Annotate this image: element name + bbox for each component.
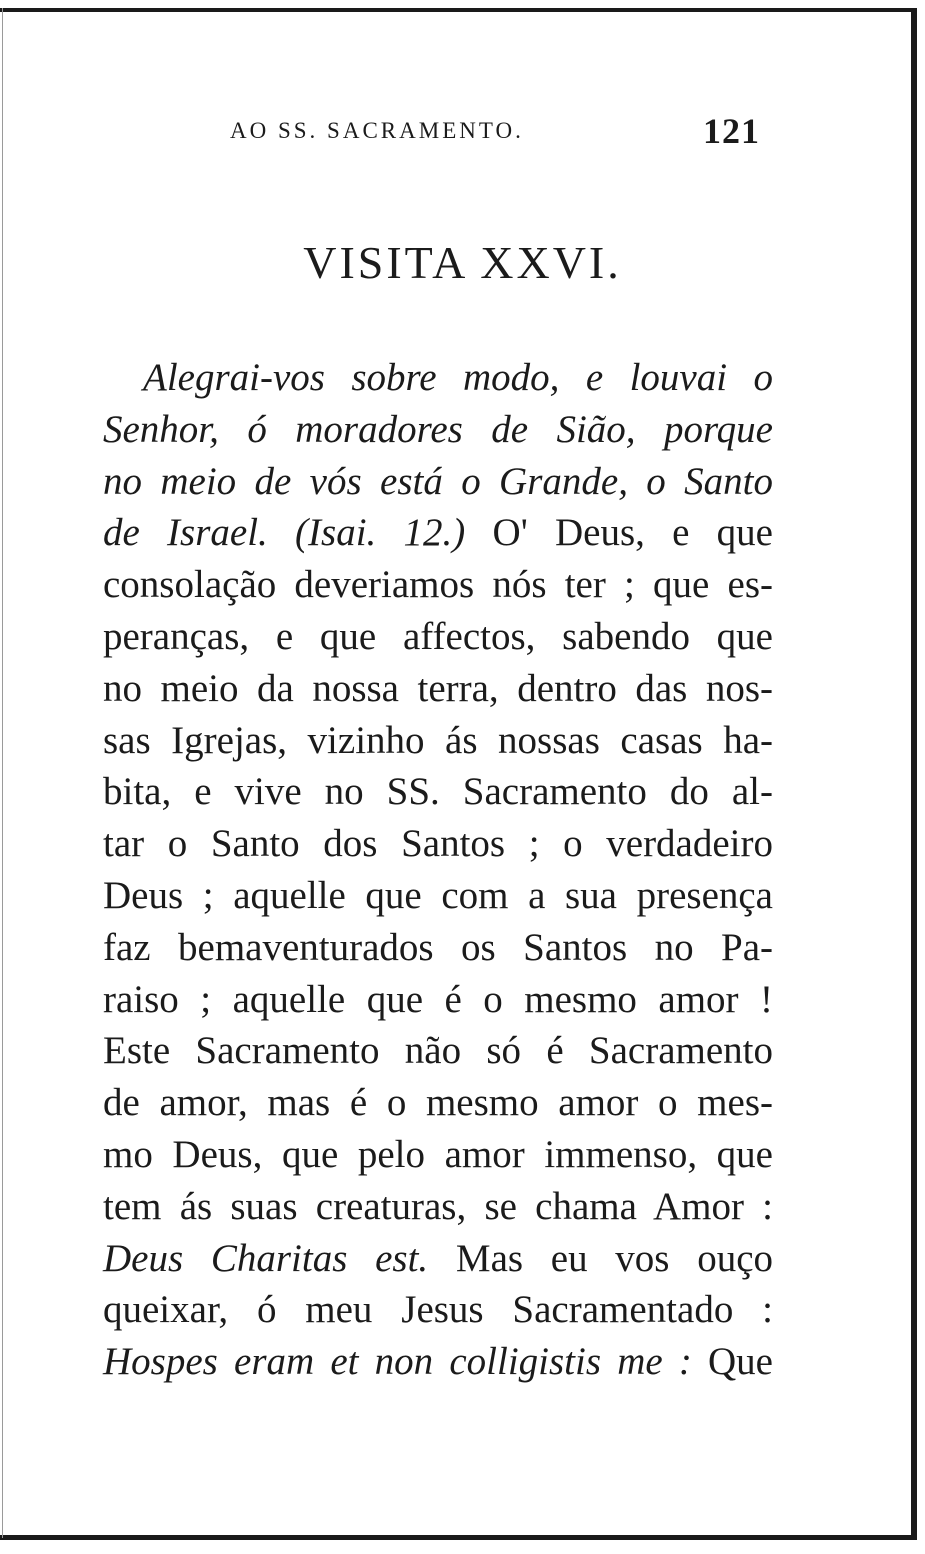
roman-text: bita, e vive no SS. Sacramento do al- bbox=[103, 770, 773, 814]
roman-text: O' Deus, e que bbox=[492, 511, 773, 555]
italic-text: de Israel. (Isai. 12.) bbox=[103, 511, 493, 555]
roman-text: tem ás suas creaturas, se chama Amor : bbox=[103, 1184, 773, 1228]
roman-text: Este Sacramento não só é Sacramento bbox=[103, 1029, 773, 1073]
italic-text: Deus Charitas est. bbox=[103, 1236, 456, 1280]
text-line bbox=[103, 1129, 773, 1181]
text-line bbox=[103, 559, 773, 611]
roman-text: faz bemaventurados os Santos no Pa- bbox=[103, 925, 773, 969]
text-line bbox=[103, 404, 773, 456]
text-line bbox=[103, 1181, 773, 1233]
text-line bbox=[103, 352, 773, 404]
text-line bbox=[103, 1284, 773, 1336]
italic-text: Alegrai-vos sobre modo, e louvai o bbox=[143, 356, 773, 399]
text-line bbox=[103, 1077, 773, 1129]
roman-text: consolação deveriamos nós ter ; que es- bbox=[103, 563, 773, 607]
text-line bbox=[103, 922, 773, 974]
text-line bbox=[103, 1025, 773, 1077]
text-line bbox=[103, 974, 773, 1026]
text-line bbox=[103, 507, 773, 559]
roman-text: Deus ; aquelle que com a sua presença bbox=[103, 873, 773, 917]
text-line bbox=[103, 1336, 773, 1388]
roman-text: mo Deus, que pelo amor immenso, que bbox=[103, 1132, 773, 1176]
roman-text: peranças, e que affectos, sabendo que bbox=[103, 614, 773, 658]
italic-text: no meio de vós está o Grande, o Santo bbox=[103, 459, 773, 503]
chapter-title: VISITA XXVI. bbox=[303, 237, 622, 288]
roman-text: sas Igrejas, vizinho ás nossas casas ha- bbox=[103, 718, 773, 762]
text-line bbox=[103, 766, 773, 818]
roman-text: no meio da nossa terra, dentro das nos- bbox=[103, 666, 773, 710]
italic-text: Senhor, ó moradores de Sião, porque bbox=[103, 407, 773, 451]
text-line bbox=[103, 818, 773, 870]
roman-text: Que bbox=[708, 1340, 773, 1384]
text-line bbox=[103, 715, 773, 767]
text-line bbox=[103, 870, 773, 922]
text-line bbox=[103, 1233, 773, 1285]
scan-border-top bbox=[0, 8, 912, 12]
page-number: 121 bbox=[703, 111, 760, 151]
scan-border-bottom bbox=[0, 1535, 917, 1540]
running-head bbox=[230, 112, 760, 152]
text-line bbox=[103, 611, 773, 663]
roman-text: Mas eu vos ouço bbox=[455, 1236, 774, 1280]
roman-text: tar o Santo dos Santos ; o verdadeiro bbox=[103, 822, 773, 866]
roman-text: queixar, ó meu Jesus Sacramentado : bbox=[103, 1288, 773, 1332]
roman-text: de amor, mas é o mesmo amor o mes- bbox=[103, 1081, 773, 1125]
text-line bbox=[103, 456, 773, 508]
running-title: AO SS. SACRAMENTO. bbox=[230, 118, 524, 143]
body-paragraph bbox=[103, 352, 773, 1388]
roman-text: raiso ; aquelle que é o mesmo amor ! bbox=[103, 977, 773, 1021]
italic-text: Hospes eram et non colligistis me : bbox=[103, 1340, 709, 1384]
text-line bbox=[103, 663, 773, 715]
